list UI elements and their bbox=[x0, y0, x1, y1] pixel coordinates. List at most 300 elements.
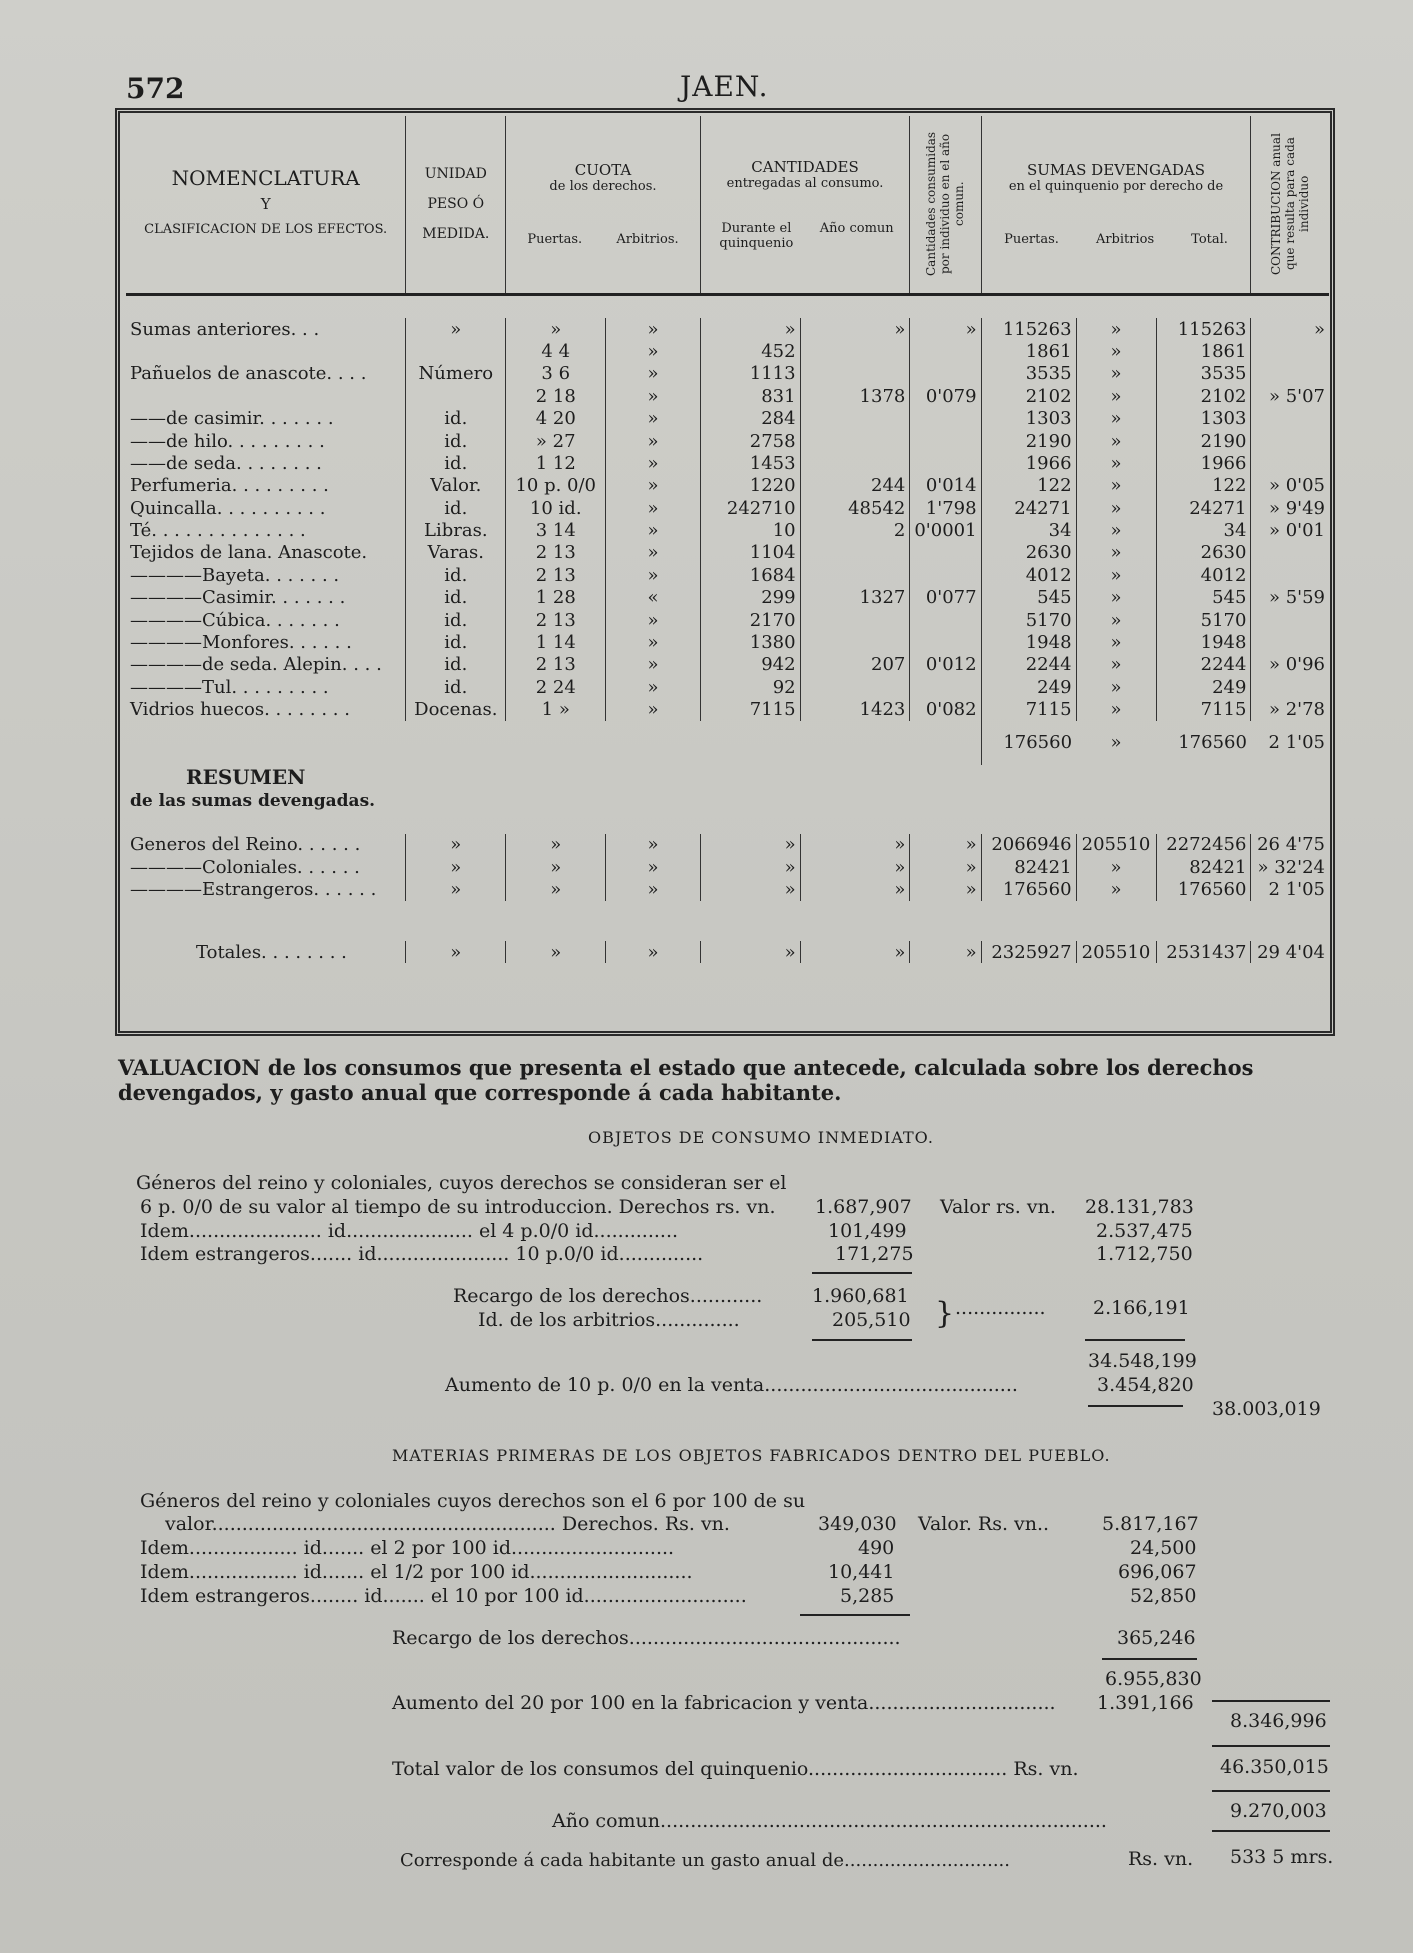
table-row bbox=[126, 385, 1329, 407]
table-cell: » bbox=[800, 834, 910, 856]
table-cell: Generos del Reino. . . . . . bbox=[130, 834, 361, 856]
resumen-body bbox=[126, 834, 1329, 901]
table-cell: 2 24 bbox=[506, 676, 606, 698]
table-cell: 7115 bbox=[1156, 699, 1251, 721]
table-cell bbox=[910, 363, 981, 385]
table-cell: » bbox=[606, 318, 701, 340]
table-cell: 1'798 bbox=[910, 497, 981, 519]
table-cell: 3535 bbox=[981, 363, 1076, 385]
running-title: JAEN. bbox=[680, 70, 769, 103]
table-cell: ————de seda. Alepin. . . . bbox=[130, 654, 382, 676]
table-cell: 4 4 bbox=[506, 340, 606, 362]
table-cell bbox=[126, 385, 406, 407]
rule bbox=[800, 1614, 910, 1616]
total1: 38.003,019 bbox=[1212, 1398, 1321, 1420]
table-cell: Vidrios huecos. . . . . . . . bbox=[130, 699, 350, 721]
table-cell: 0'014 bbox=[910, 475, 981, 497]
table-cell: » bbox=[606, 430, 701, 452]
recargo1: Recargo de los derechos............ bbox=[453, 1285, 763, 1307]
table-cell: 2102 bbox=[981, 385, 1076, 407]
table-cell: 92 bbox=[700, 676, 800, 698]
table-cell: » bbox=[1076, 654, 1156, 676]
totales-row bbox=[126, 941, 1329, 963]
table-cell: ——de casimir. . . . . . . bbox=[130, 408, 334, 430]
table-cell: » bbox=[800, 878, 910, 900]
table-cell: 545 bbox=[1156, 587, 1251, 609]
table-cell bbox=[800, 631, 910, 653]
rule bbox=[1088, 1405, 1183, 1407]
table-cell bbox=[910, 609, 981, 631]
table-cell: id. bbox=[406, 654, 506, 676]
table-cell: » bbox=[606, 407, 701, 429]
s2-line2-label: Valor. Rs. vn.. bbox=[918, 1513, 1050, 1535]
table-cell: » bbox=[606, 834, 701, 856]
table-cell: 2190 bbox=[981, 430, 1076, 452]
rule bbox=[812, 1272, 912, 1274]
resumen-row bbox=[126, 878, 1329, 900]
table-cell: 1453 bbox=[700, 452, 800, 474]
table-cell: » bbox=[910, 834, 981, 856]
table-cell: 2102 bbox=[1156, 385, 1251, 407]
table-cell bbox=[1251, 363, 1329, 385]
table-cell: 10 id. bbox=[506, 497, 606, 519]
table-cell: 2244 bbox=[981, 654, 1076, 676]
table-cell bbox=[1251, 609, 1329, 631]
table-row bbox=[126, 676, 1329, 698]
table-cell: 2170 bbox=[700, 609, 800, 631]
table-cell: 24271 bbox=[1156, 497, 1251, 519]
table-cell bbox=[910, 407, 981, 429]
s2-line1: Géneros del reino y coloniales cuyos derechos son el 6 por 100 de su bbox=[140, 1490, 806, 1512]
table-cell: 2758 bbox=[700, 430, 800, 452]
table-cell: Sumas anteriores. . . bbox=[130, 318, 320, 340]
dots: ............... bbox=[955, 1297, 1046, 1319]
table-cell: » bbox=[506, 318, 606, 340]
table-cell bbox=[910, 452, 981, 474]
table-cell: » bbox=[506, 856, 606, 878]
table-cell bbox=[1251, 631, 1329, 653]
resumen-row bbox=[126, 834, 1329, 856]
s1-line3-val: 2.537,475 bbox=[1096, 1220, 1193, 1242]
table-cell: » bbox=[506, 834, 606, 856]
table-row bbox=[126, 475, 1329, 497]
valuation-heading: VALUACION de los consumos que presenta el estado que antecede, calculada sobre los derechos devengados, y gasto anual que corresponde á cada habitante. bbox=[118, 1055, 1254, 1105]
s2-line5-val: 52,850 bbox=[1130, 1585, 1197, 1607]
table-cell: ————Coloniales. . . . . . bbox=[130, 856, 360, 878]
totales-cell: Totales. . . . . . . . bbox=[196, 941, 347, 963]
header-cuota: CUOTA de los derechos. Puertas. Arbitrios. bbox=[506, 116, 700, 294]
table-cell: 1861 bbox=[981, 340, 1076, 362]
table-cell: » bbox=[606, 340, 701, 362]
table-cell: 0'079 bbox=[910, 385, 981, 407]
table-cell: » bbox=[1076, 475, 1156, 497]
table-cell: 7115 bbox=[700, 699, 800, 721]
table-cell bbox=[910, 430, 981, 452]
s2-line3-amt: 490 bbox=[858, 1537, 895, 1559]
table-cell: 26 4'75 bbox=[1251, 834, 1329, 856]
table-cell: » bbox=[606, 654, 701, 676]
table-cell bbox=[800, 542, 910, 564]
s1-line4: Idem estrangeros....... id...................... 10 p.0/0 id.............. bbox=[140, 1243, 704, 1265]
table-cell: 3 6 bbox=[506, 363, 606, 385]
s2-line2: valor......................................................... Derechos. Rs. vn. bbox=[165, 1513, 730, 1535]
totales-cell: » bbox=[506, 941, 606, 963]
table-cell: 10 p. 0/0 bbox=[506, 475, 606, 497]
table-row bbox=[126, 542, 1329, 564]
table-cell bbox=[126, 340, 406, 362]
sum1: 34.548,199 bbox=[1088, 1350, 1197, 1372]
table-cell: id. bbox=[406, 430, 506, 452]
table-cell: » bbox=[800, 856, 910, 878]
table-cell: » bbox=[1076, 497, 1156, 519]
table-cell: » 5'07 bbox=[1251, 385, 1329, 407]
table-cell: 122 bbox=[981, 475, 1076, 497]
table-cell: » bbox=[606, 856, 701, 878]
header-unidad: UNIDAD PESO Ó MEDIDA. bbox=[406, 116, 506, 294]
table-row bbox=[126, 407, 1329, 429]
s1-line3: Idem...................... id..................... el 4 p.0/0 id.............. bbox=[140, 1220, 679, 1242]
table-cell: » bbox=[1076, 564, 1156, 586]
table-cell: 34 bbox=[1156, 519, 1251, 541]
table-cell: » bbox=[700, 318, 800, 340]
table-cell: ————Casimir. . . . . . . bbox=[130, 587, 346, 609]
table-cell: 249 bbox=[981, 676, 1076, 698]
table-cell: 2066946 bbox=[981, 834, 1076, 856]
totales-cell: 2531437 bbox=[1156, 941, 1251, 963]
ano-val: 9.270,003 bbox=[1230, 1800, 1327, 1822]
s1-line1: Géneros del reino y coloniales, cuyos derechos se consideran ser el bbox=[136, 1172, 787, 1194]
table-cell: 1303 bbox=[1156, 407, 1251, 429]
table-cell: 2272456 bbox=[1156, 834, 1251, 856]
table-cell: » bbox=[800, 318, 910, 340]
table-cell: 1220 bbox=[700, 475, 800, 497]
habitante-label: Corresponde á cada habitante un gasto anual de............................. bbox=[400, 1850, 1010, 1871]
table-cell: » bbox=[606, 497, 701, 519]
table-cell: » bbox=[606, 475, 701, 497]
table-cell bbox=[800, 340, 910, 362]
aumento1: Aumento de 10 p. 0/0 en la venta.......................................... bbox=[445, 1374, 1018, 1396]
table-cell: » bbox=[910, 878, 981, 900]
table-row bbox=[126, 654, 1329, 676]
s1-line2-label: Valor rs. vn. bbox=[940, 1196, 1056, 1218]
table-cell: ————Cúbica. . . . . . . bbox=[130, 609, 340, 631]
habitante-unit: Rs. vn. bbox=[1128, 1848, 1194, 1870]
s1-line2-val: 28.131,783 bbox=[1085, 1196, 1194, 1218]
table-row bbox=[126, 452, 1329, 474]
resumen-subtitle: de las sumas devengadas. bbox=[130, 790, 376, 811]
table-cell: 48542 bbox=[800, 497, 910, 519]
table-cell: » 32'24 bbox=[1251, 856, 1329, 878]
table-cell: » 0'96 bbox=[1251, 654, 1329, 676]
habitante-val: 533 5 mrs. bbox=[1230, 1846, 1334, 1868]
recargo3-val: 365,246 bbox=[1117, 1627, 1196, 1649]
table-cell: 1104 bbox=[700, 542, 800, 564]
table-cell: » 2'78 bbox=[1251, 699, 1329, 721]
s2-line4-amt: 10,441 bbox=[828, 1561, 895, 1583]
table-cell: 34 bbox=[981, 519, 1076, 541]
table-cell: » 0'01 bbox=[1251, 519, 1329, 541]
table-cell: 2630 bbox=[981, 542, 1076, 564]
table-cell: 2630 bbox=[1156, 542, 1251, 564]
table-cell: 0'082 bbox=[910, 699, 981, 721]
table-cell: » bbox=[606, 363, 701, 385]
table-cell: » bbox=[1076, 609, 1156, 631]
table-cell: » bbox=[700, 878, 800, 900]
table-cell: ————Estrangeros. . . . . . bbox=[130, 879, 377, 901]
table-cell: id. bbox=[406, 407, 506, 429]
header-nomenclatura: NOMENCLATURA Y CLASIFICACION DE LOS EFECTOS. bbox=[126, 116, 406, 294]
table-cell: » bbox=[606, 452, 701, 474]
table-cell: 1423 bbox=[800, 699, 910, 721]
table-cell: id. bbox=[406, 587, 506, 609]
s1-line4-amt: 171,275 bbox=[835, 1243, 914, 1265]
table-cell bbox=[1251, 430, 1329, 452]
table-header bbox=[126, 116, 1329, 294]
table-cell: 1 28 bbox=[506, 587, 606, 609]
table-cell: ——de seda. . . . . . . . bbox=[130, 452, 322, 474]
table-cell bbox=[910, 564, 981, 586]
table-cell: 1303 bbox=[981, 407, 1076, 429]
table-cell: 1 » bbox=[506, 699, 606, 721]
table-row bbox=[126, 430, 1329, 452]
table-cell: 831 bbox=[700, 385, 800, 407]
table-cell: 5170 bbox=[1156, 609, 1251, 631]
table-cell bbox=[406, 385, 506, 407]
s2-line3-val: 24,500 bbox=[1130, 1537, 1197, 1559]
recargo2-amt: 205,510 bbox=[832, 1309, 911, 1331]
rule bbox=[1212, 1745, 1330, 1747]
table-cell bbox=[800, 407, 910, 429]
table-cell bbox=[800, 564, 910, 586]
recargo1-amt: 1.960,681 bbox=[812, 1285, 909, 1307]
table-cell: » bbox=[1251, 318, 1329, 340]
table-cell: 2 13 bbox=[506, 542, 606, 564]
table-cell: Quincalla. . . . . . . . . . bbox=[130, 497, 326, 519]
s2-line4-val: 696,067 bbox=[1118, 1561, 1197, 1583]
totales-cell: 2325927 bbox=[981, 941, 1076, 963]
table-cell: » bbox=[700, 856, 800, 878]
aumento2: Aumento del 20 por 100 en la fabricacion y venta............................... bbox=[392, 1692, 1056, 1714]
page-number: 572 bbox=[126, 72, 185, 105]
table-cell bbox=[1251, 452, 1329, 474]
table-cell: 1327 bbox=[800, 587, 910, 609]
table-cell: » bbox=[1076, 587, 1156, 609]
table-cell: 1861 bbox=[1156, 340, 1251, 362]
table-cell: » bbox=[406, 878, 506, 900]
table-row bbox=[126, 363, 1329, 385]
table-cell: Tejidos de lana. Anascote. bbox=[130, 542, 368, 564]
table-row bbox=[126, 699, 1329, 721]
table-cell bbox=[1251, 407, 1329, 429]
table-cell bbox=[910, 631, 981, 653]
table-cell: » bbox=[406, 318, 506, 340]
table-cell: 3 14 bbox=[506, 519, 606, 541]
table-cell: 207 bbox=[800, 654, 910, 676]
table-cell: 7115 bbox=[981, 699, 1076, 721]
table-cell: » bbox=[506, 878, 606, 900]
table-cell: » bbox=[1076, 631, 1156, 653]
table-cell: » bbox=[406, 856, 506, 878]
totales-cell: » bbox=[910, 941, 981, 963]
s2-line4: Idem.................. id....... el 1/2 por 100 id........................... bbox=[140, 1561, 693, 1583]
table-cell: » bbox=[606, 609, 701, 631]
subtotal-row: 176560 » 176560 2 1'05 bbox=[126, 721, 1329, 765]
table-cell: » bbox=[406, 834, 506, 856]
table-cell: 1684 bbox=[700, 564, 800, 586]
table-cell bbox=[1251, 340, 1329, 362]
table-cell: » bbox=[700, 834, 800, 856]
totales-cell: » bbox=[406, 941, 506, 963]
table-cell: » bbox=[1076, 318, 1156, 340]
table-cell bbox=[1251, 564, 1329, 586]
resumen-title-row bbox=[126, 765, 1329, 789]
table-cell: Pañuelos de anascote. . . . bbox=[130, 363, 367, 385]
header-sumas: SUMAS DEVENGADAS en el quinquenio por derecho de Puertas. Arbitrios Total. bbox=[981, 116, 1251, 294]
totales-cell: 205510 bbox=[1076, 941, 1156, 963]
table-cell: 176560 bbox=[1156, 878, 1251, 900]
table-cell: 244 bbox=[800, 475, 910, 497]
table-cell: « bbox=[606, 587, 701, 609]
totales-cell: 29 4'04 bbox=[1251, 941, 1329, 963]
table-cell: 242710 bbox=[700, 497, 800, 519]
table-cell: 1 12 bbox=[506, 452, 606, 474]
table-cell: 1966 bbox=[981, 452, 1076, 474]
table-cell bbox=[800, 609, 910, 631]
table-cell: 1113 bbox=[700, 363, 800, 385]
table-cell: 452 bbox=[700, 340, 800, 362]
table-cell: » bbox=[1076, 407, 1156, 429]
table-cell: id. bbox=[406, 564, 506, 586]
table-cell: 249 bbox=[1156, 676, 1251, 698]
rule bbox=[1212, 1830, 1330, 1832]
table-cell: » bbox=[606, 542, 701, 564]
table-row bbox=[126, 631, 1329, 653]
s1-line4-val: 1.712,750 bbox=[1096, 1243, 1193, 1265]
table-cell: 10 bbox=[700, 519, 800, 541]
aumento1-val: 3.454,820 bbox=[1097, 1374, 1194, 1396]
table-cell: ————Bayeta. . . . . . . bbox=[130, 564, 340, 586]
table-cell: 4 20 bbox=[506, 407, 606, 429]
table-cell bbox=[406, 340, 506, 362]
table-cell: » bbox=[910, 318, 981, 340]
grand-val: 46.350,015 bbox=[1220, 1756, 1329, 1778]
table-cell: Número bbox=[406, 363, 506, 385]
table-cell bbox=[1251, 676, 1329, 698]
table-cell: id. bbox=[406, 676, 506, 698]
table-cell: » bbox=[910, 856, 981, 878]
table-row bbox=[126, 519, 1329, 541]
s1-line2-amt: 1.687,907 bbox=[815, 1196, 912, 1218]
table-cell bbox=[910, 542, 981, 564]
table-row bbox=[126, 609, 1329, 631]
s2-line3: Idem.................. id....... el 2 por 100 id........................... bbox=[140, 1537, 675, 1559]
s2-line2-amt: 349,030 bbox=[818, 1513, 897, 1535]
table-cell: 4012 bbox=[1156, 564, 1251, 586]
table-cell: 115263 bbox=[981, 318, 1076, 340]
recargo2: Id. de los arbitrios.............. bbox=[478, 1309, 740, 1331]
table-cell: » bbox=[606, 878, 701, 900]
table-cell: Varas. bbox=[406, 542, 506, 564]
table-cell: 82421 bbox=[981, 856, 1076, 878]
section1-title: OBJETOS DE CONSUMO INMEDIATO. bbox=[588, 1128, 934, 1147]
total2: 8.346,996 bbox=[1230, 1710, 1327, 1732]
table-cell bbox=[910, 340, 981, 362]
table-cell: » 27 bbox=[506, 430, 606, 452]
table-cell: 176560 bbox=[981, 878, 1076, 900]
table-cell: » bbox=[1076, 878, 1156, 900]
table-cell: id. bbox=[406, 497, 506, 519]
table-cell: 284 bbox=[700, 407, 800, 429]
table-cell: 1966 bbox=[1156, 452, 1251, 474]
totales-cell: » bbox=[800, 941, 910, 963]
table-cell: Valor. bbox=[406, 475, 506, 497]
table-cell: 545 bbox=[981, 587, 1076, 609]
table-cell: Libras. bbox=[406, 519, 506, 541]
consumption-table bbox=[126, 116, 1329, 963]
table-cell: » bbox=[1076, 519, 1156, 541]
table-cell: 2 18 bbox=[506, 385, 606, 407]
table-row bbox=[126, 564, 1329, 586]
table-cell: 122 bbox=[1156, 475, 1251, 497]
table-cell: 1948 bbox=[1156, 631, 1251, 653]
table-cell: » bbox=[1076, 430, 1156, 452]
rule bbox=[1212, 1790, 1330, 1792]
table-cell: id. bbox=[406, 631, 506, 653]
brace: } bbox=[935, 1296, 955, 1331]
table-cell: » 5'59 bbox=[1251, 587, 1329, 609]
table-cell: 1378 bbox=[800, 385, 910, 407]
resumen-title: RESUMEN bbox=[186, 764, 306, 789]
table-cell: » bbox=[606, 631, 701, 653]
table-cell: id. bbox=[406, 452, 506, 474]
table-cell: » bbox=[1076, 676, 1156, 698]
table-cell: 299 bbox=[700, 587, 800, 609]
rule bbox=[1085, 1339, 1185, 1341]
table-cell: » bbox=[1076, 363, 1156, 385]
table-cell: » bbox=[606, 564, 701, 586]
rule bbox=[812, 1339, 912, 1341]
table-cell: 1948 bbox=[981, 631, 1076, 653]
table-cell: 3535 bbox=[1156, 363, 1251, 385]
table-cell: 2 bbox=[800, 519, 910, 541]
s2-line5: Idem estrangeros........ id....... el 10 por 100 id........................... bbox=[140, 1585, 747, 1607]
table-cell: Té. . . . . . . . . . . . . . bbox=[130, 520, 306, 542]
table-cell: » 9'49 bbox=[1251, 497, 1329, 519]
totales-cell: » bbox=[700, 941, 800, 963]
table-cell: 115263 bbox=[1156, 318, 1251, 340]
table-cell: » 0'05 bbox=[1251, 475, 1329, 497]
table-cell: » bbox=[1076, 542, 1156, 564]
table-cell bbox=[800, 430, 910, 452]
table-cell: » bbox=[1076, 385, 1156, 407]
recargo-val: 2.166,191 bbox=[1093, 1297, 1190, 1319]
s2-line2-val: 5.817,167 bbox=[1102, 1513, 1199, 1535]
header-cantidades: CANTIDADES entregadas al consumo. Durante el quinquenio Año comun bbox=[700, 116, 910, 294]
table-cell: 2190 bbox=[1156, 430, 1251, 452]
table-cell: 82421 bbox=[1156, 856, 1251, 878]
s1-line2: 6 p. 0/0 de su valor al tiempo de su introduccion. Derechos rs. vn. bbox=[140, 1196, 776, 1218]
table-cell: 1 14 bbox=[506, 631, 606, 653]
ano-label: Año comun.......................................................................... bbox=[552, 1810, 1107, 1832]
grand-label: Total valor de los consumos del quinquenio................................. Rs. vn. bbox=[392, 1758, 1079, 1780]
table-cell bbox=[800, 676, 910, 698]
resumen-row bbox=[126, 856, 1329, 878]
table-cell: 0'0001 bbox=[910, 519, 981, 541]
table-cell: 1380 bbox=[700, 631, 800, 653]
table-cell: 205510 bbox=[1076, 834, 1156, 856]
table-cell: » bbox=[1076, 340, 1156, 362]
table-cell: » bbox=[606, 385, 701, 407]
